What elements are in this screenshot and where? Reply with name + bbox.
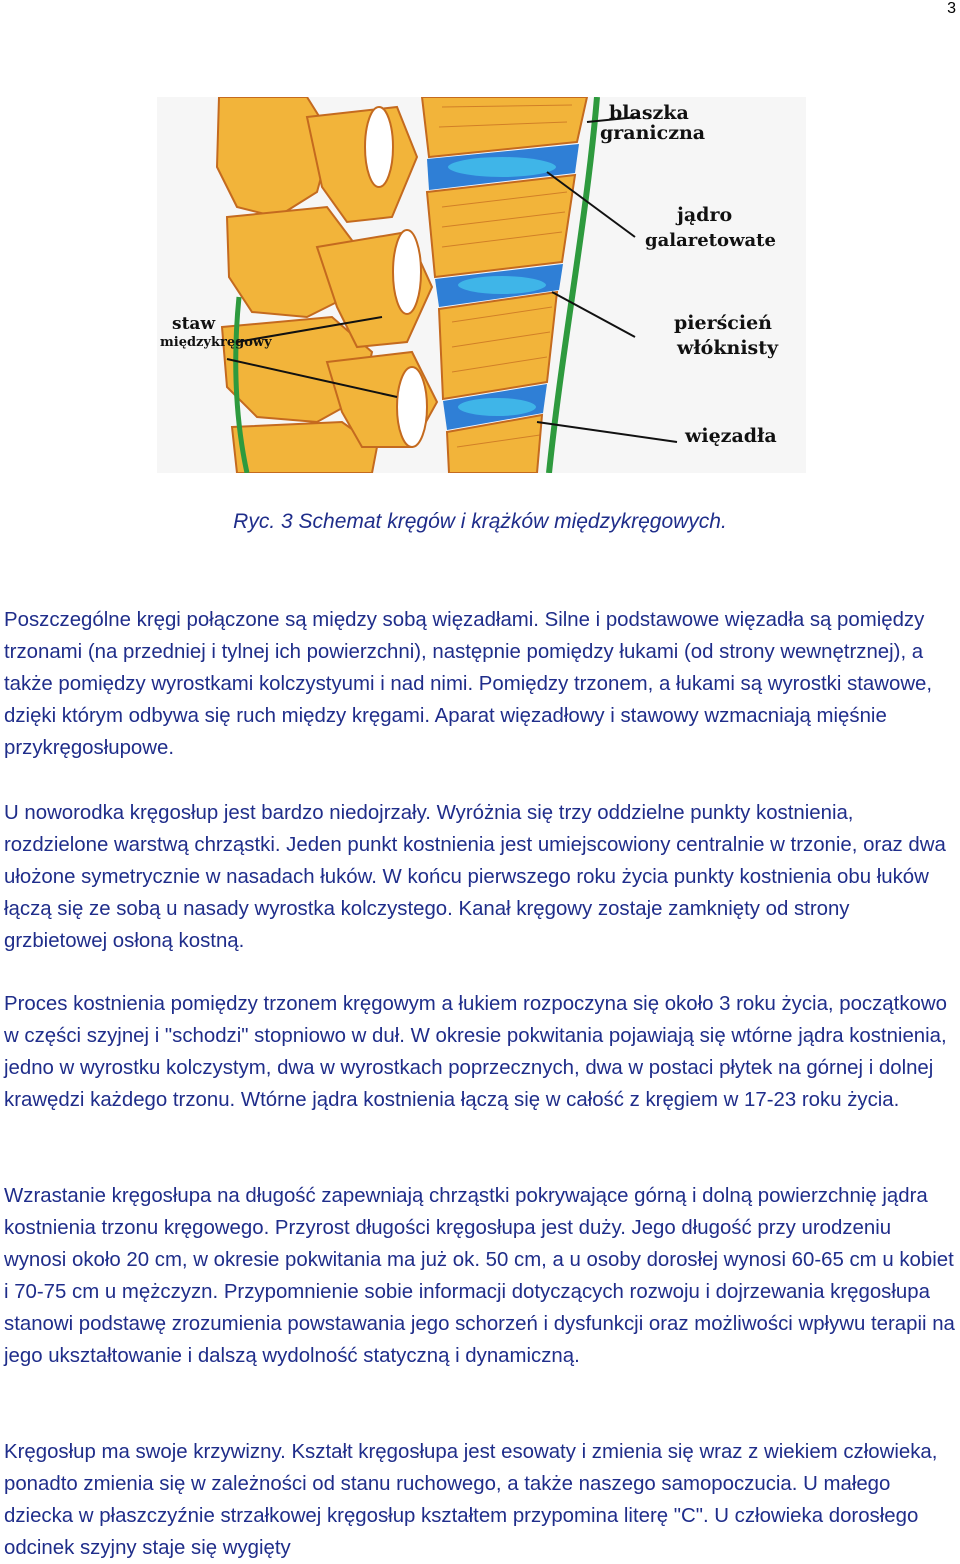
- figure-caption: Ryc. 3 Schemat kręgów i krążków międzykręgowych.: [233, 510, 727, 533]
- label-staw-1: staw: [172, 314, 216, 334]
- label-jadro-2: galaretowate: [645, 230, 776, 251]
- page-number: 3: [947, 0, 956, 17]
- paragraph-newborn: U noworodka kręgosłup jest bardzo niedojrzały. Wyróżnia się trzy oddzielne punkty kostnienia, rozdzielone warstwą chrząstki. Jeden punkt kostnienia jest umiejscowiony centralnie w trzonie, oraz dwa ułożone symetrycznie w nasadach łuków. W końcu pierwszego roku życia punkty kostnienia obu łuków łączą się ze sobą u nasady wyrostka kolczystego. Kanał kręgowy zostaje zamknięty od strony grzbietowej osłoną kostną.: [4, 802, 946, 952]
- label-pierscien-2: włóknisty: [677, 337, 779, 359]
- label-staw-2: międzykręgowy: [160, 335, 272, 350]
- paragraph-ossification: Proces kostnienia pomiędzy trzonem kręgowym a łukiem rozpoczyna się około 3 roku życia, początkowo w części szyjnej i "schodzi" stopniowo w duł. W okresie pokwitania pojawiają się wtórne jądra kostnienia, jedno w wyrostku kolczystym, dwa w wyrostkach poprzecznych, dwa w postaci płytek na górnej i dolnej krawędzi każdego trzonu. Wtórne jądra kostnienia łączą się w całość z kręgiem w 17-23 roku życia.: [4, 993, 947, 1111]
- label-wiezadla: więzadła: [685, 425, 777, 447]
- spine-diagram: [157, 97, 806, 473]
- paragraph-ligaments: Poszczególne kręgi połączone są między sobą więzadłami. Silne i podstawowe więzadła są pomiędzy trzonami (na przedniej i tylnej ich powierzchni), następnie pomiędzy łukami (od strony wewnętrznej), a także pomiędzy wyrostkami kolczystyumi i nad nimi. Pomiędzy trzonem, a łukami są wyrostki stawowe, dzięki którym odbywa się ruch między kręgami. Aparat więzadłowy i stawowy wzmacniają mięśnie przykręgosłupowe.: [4, 609, 933, 759]
- paragraph-growth: Wzrastanie kręgosłupa na długość zapewniają chrząstki pokrywające górną i dolną powierzchnię jądra kostnienia trzonu kręgowego. Przyrost długości kręgosłupa jest duży. Jego długość przy urodzeniu wynosi około 20 cm, w okresie pokwitania ma już ok. 50 cm, a u osoby dorosłej wynosi 60-65 cm u kobiet i 70-75 cm u mężczyzn. Przypomnienie sobie informacji dotyczących rozwoju i dojrzewania kręgosłupa stanowi podstawę zrozumienia powstawania jego schorzeń i dysfunkcji oraz możliwości wpływu terapii na jego ukształtowanie i dalszą wydolność statyczną i dynamiczną.: [4, 1185, 955, 1367]
- label-blaszka-1: blaszka: [609, 102, 689, 124]
- label-jadro-1: jądro: [677, 204, 733, 226]
- label-blaszka-2: graniczna: [600, 122, 706, 144]
- paragraph-curvatures: Kręgosłup ma swoje krzywizny. Kształt kręgosłupa jest esowaty i zmienia się wraz z wiekiem człowieka, ponadto zmienia się w zależności od stanu ruchowego, a także naszego samopoczucia. U małego dziecka w płaszczyźnie strzałkowej kręgosłup kształtem przypomina literę "C". U człowieka dorosłego odcinek szyjny staje się wygięty: [4, 1441, 938, 1559]
- label-pierscien-1: pierścień: [674, 312, 772, 334]
